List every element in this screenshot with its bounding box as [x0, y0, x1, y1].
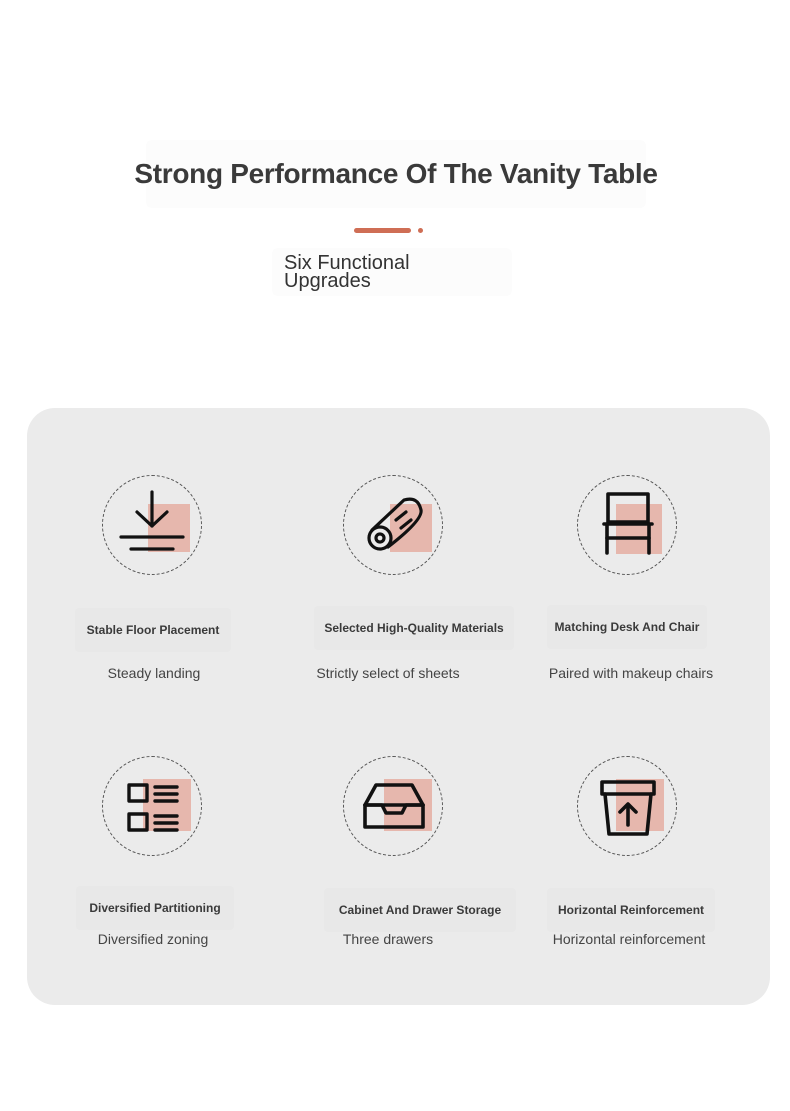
feature-description: Strictly select of sheets [316, 665, 460, 681]
page-subtitle-box [272, 248, 512, 296]
feature-title: Horizontal Reinforcement [547, 888, 715, 932]
feature-title: Matching Desk And Chair [547, 605, 707, 649]
drawer-tray-icon [343, 756, 443, 856]
accent-bar [354, 228, 411, 233]
feature-title: Cabinet And Drawer Storage [324, 888, 516, 932]
feature-description: Paired with makeup chairs [548, 665, 714, 681]
feature-description: Horizontal reinforcement [552, 931, 706, 947]
box-up-arrow-icon [577, 756, 677, 856]
features-panel [27, 408, 770, 1005]
page-subtitle: Six Functional Upgrades [284, 252, 410, 292]
download-tray-icon [102, 475, 202, 575]
feature-description: Diversified zoning [97, 931, 209, 947]
accent-dot [418, 228, 423, 233]
feature-title: Diversified Partitioning [76, 886, 234, 930]
feature-description: Steady landing [107, 665, 201, 681]
feature-title: Stable Floor Placement [75, 608, 231, 652]
feature-description: Three drawers [342, 931, 434, 947]
log-wood-icon [343, 475, 443, 575]
page-title: Strong Performance Of The Vanity Table [146, 140, 646, 208]
list-partition-icon [102, 756, 202, 856]
chair-icon [577, 475, 677, 575]
feature-title: Selected High-Quality Materials [314, 606, 514, 650]
